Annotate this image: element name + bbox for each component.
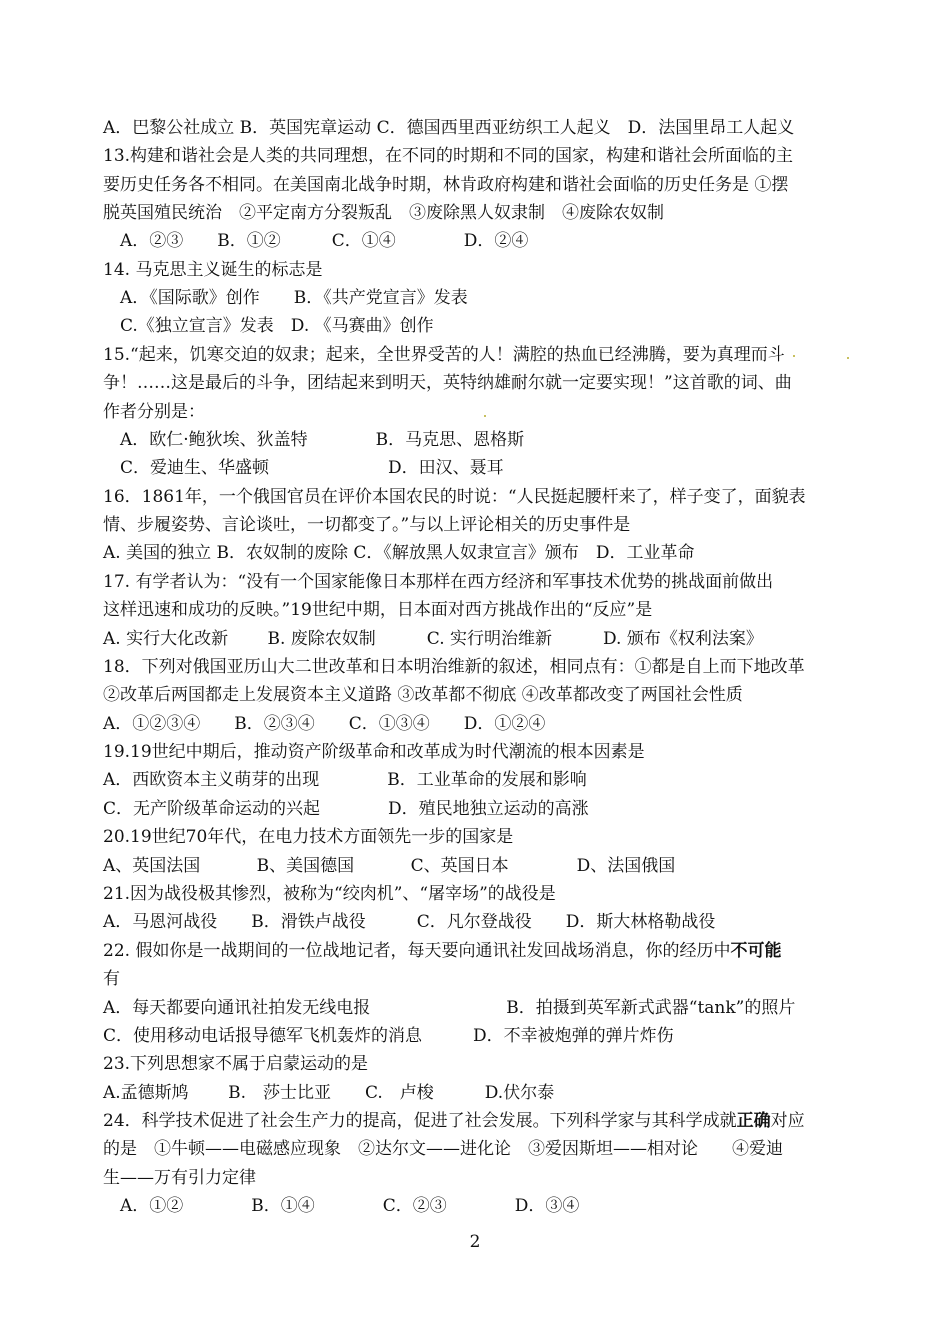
options-line: A、英国法国 B、美国德国 C、英国日本 D、法国俄国 xyxy=(103,856,676,876)
text-line: 这样迅速和成功的反映。”19世纪中期，日本面对西方挑战作出的“反应”是 xyxy=(103,600,653,620)
text-segment: 24．科学技术促进了社会生产力的提高，促进了社会发展。下列科学家与其科学成就 xyxy=(103,1111,737,1131)
options-line: A．①② B．①④ C．②③ D．③④ xyxy=(103,1196,580,1216)
options-line: C．使用移动电话报导德军飞机轰炸的消息 D．不幸被炮弹的弹片炸伤 xyxy=(103,1026,674,1046)
options-line: A.孟德斯鸠 B. 莎士比亚 C. 卢梭 D.伏尔泰 xyxy=(103,1083,555,1103)
question-14: 14. 马克思主义诞生的标志是 xyxy=(103,260,323,280)
question-23: 23.下列思想家不属于启蒙运动的是 xyxy=(103,1054,369,1074)
options-line: A．①②③④ B．②③④ C．①③④ D．①②④ xyxy=(103,714,546,734)
speck-mark xyxy=(484,415,486,417)
question-21: 21.因为战役极其惨烈，被称为“绞肉机”、“屠宰场”的战役是 xyxy=(103,884,556,904)
options-line: A．《国际歌》创作 B．《共产党宣言》发表 xyxy=(103,288,468,308)
text-line: ②改革后两国都走上发展资本主义道路 ③改革都不彻底 ④改革都改变了两国社会性质 xyxy=(103,685,743,705)
options-line: A．每天都要向通讯社拍发无线电报 B．拍摄到英军新式武器“tank”的照片 xyxy=(103,998,796,1018)
bold-keyword: 正确 xyxy=(736,1111,771,1131)
question-16: 16．1861年，一个俄国官员在评价本国农民的时说：“人民挺起腰杆来了，样子变了，面貌表 xyxy=(103,487,806,507)
text-segment: 22. 假如你是一战期间的一位战地记者，每天要向通讯社发回战场消息，你的经历中 xyxy=(103,941,731,961)
options-line: A. 美国的独立 B．农奴制的废除 C．《解放黑人奴隶宣言》颁布 D．工业革命 xyxy=(103,543,695,563)
options-line: A．②③ B．①② C．①④ D．②④ xyxy=(103,231,529,251)
text-line: 争！……这是最后的斗争，团结起来到明天，英特纳雄耐尔就一定要实现！”这首歌的词、曲 xyxy=(103,373,792,393)
question-18: 18．下列对俄国亚历山大二世改革和日本明治维新的叙述，相同点有：①都是自上而下地改革 xyxy=(103,657,805,677)
text-line: 脱英国殖民统治 ②平定南方分裂叛乱 ③废除黑人奴隶制 ④废除农奴制 xyxy=(103,203,664,223)
speck-mark xyxy=(847,357,849,359)
options-line: A．西欧资本主义萌芽的出现 B．工业革命的发展和影响 xyxy=(103,770,587,790)
bold-keyword: 不可能 xyxy=(730,941,782,961)
text-line: 生——万有引力定律 xyxy=(103,1168,256,1188)
question-22 xyxy=(103,937,781,965)
question-19: 19.19世纪中期后，推动资产阶级革命和改革成为时代潮流的根本因素是 xyxy=(103,742,645,762)
text-line: A．巴黎公社成立 B．英国宪章运动 C．德国西里西亚纺织工人起义 D．法国里昂工人起义 xyxy=(103,118,795,138)
question-13: 13.构建和谐社会是人类的共同理想，在不同的时期和不同的国家，构建和谐社会所面临的主 xyxy=(103,146,794,166)
text-segment: 对应 xyxy=(770,1111,805,1131)
question-24 xyxy=(103,1107,805,1135)
text-line: 有 xyxy=(103,969,120,989)
text-line: 要历史任务各不相同。在美国南北战争时期，林肯政府构建和谐社会面临的历史任务是 ①摆 xyxy=(103,175,789,195)
speck-mark xyxy=(793,355,795,357)
options-line: C．无产阶级革命运动的兴起 D．殖民地独立运动的高涨 xyxy=(103,799,589,819)
options-line: C.《独立宣言》发表 D. 《马赛曲》创作 xyxy=(103,316,434,336)
options-line: A．欧仁·鲍狄埃、狄盖特 B．马克思、恩格斯 xyxy=(103,430,525,450)
question-20: 20.19世纪70年代，在电力技术方面领先一步的国家是 xyxy=(103,827,514,847)
options-line: C．爱迪生、华盛顿 D．田汉、聂耳 xyxy=(103,458,504,478)
text-line: 情、步履姿势、言论谈吐，一切都变了。”与以上评论相关的历史事件是 xyxy=(103,515,631,535)
page-number: 2 xyxy=(469,1232,481,1252)
options-line: A. 实行大化改新 B. 废除农奴制 C. 实行明治维新 D. 颁布《权利法案》 xyxy=(103,629,763,649)
text-line: 的是 ①牛顿——电磁感应现象 ②达尔文——进化论 ③爱因斯坦——相对论 ④爱迪 xyxy=(103,1139,783,1159)
text-line: 作者分别是： xyxy=(103,402,205,422)
question-17: 17. 有学者认为：“没有一个国家能像日本那样在西方经济和军事技术优势的挑战面前做出 xyxy=(103,572,774,592)
options-line: A．马恩河战役 B．滑铁卢战役 C．凡尔登战役 D．斯大林格勒战役 xyxy=(103,912,716,932)
question-15: 15.“起来，饥寒交迫的奴隶；起来，全世界受苦的人！满腔的热血已经沸腾，要为真理而斗 xyxy=(103,345,785,365)
